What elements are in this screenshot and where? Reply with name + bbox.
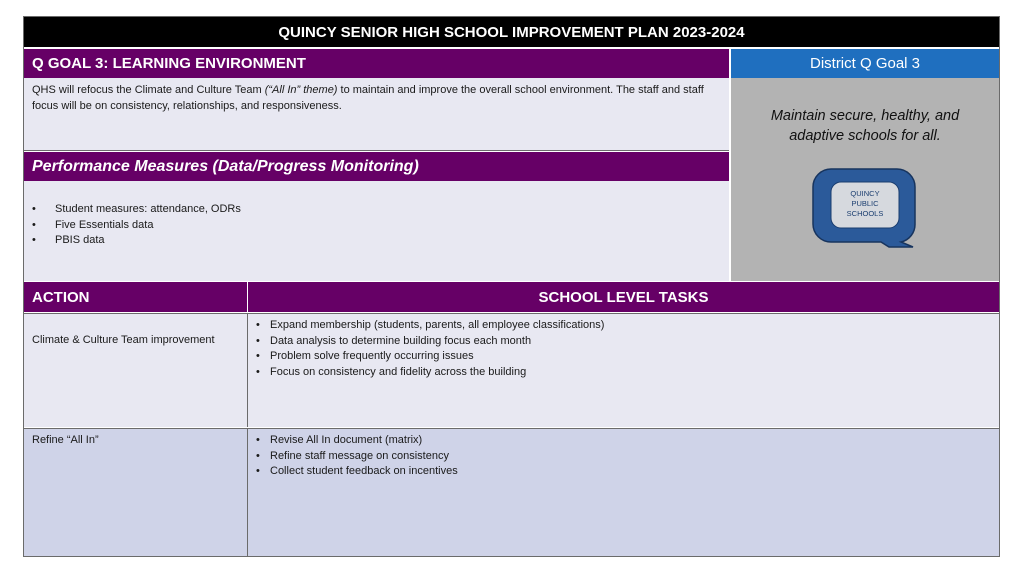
quincy-public-schools-logo (811, 166, 921, 250)
tasks-cell (249, 314, 999, 427)
goal-description-text-end: to maintain and improve the overall school environment. The staff and staff focus will be on consistency, relationships, and responsiveness. (32, 84, 704, 112)
tasks-cell (249, 429, 999, 556)
measure-item: • Student measures: attendance, ODRs (24, 202, 729, 218)
goal-description-theme: (“All In” theme) (264, 84, 338, 96)
district-goal-heading: District Q Goal 3 (731, 49, 999, 78)
goal-description-text: QHS will refocus the Climate and Culture Team (32, 84, 265, 96)
task-item: • Problem solve frequently occurring issues (249, 349, 999, 365)
measure-item: • Five Essentials data (24, 218, 729, 234)
goal-description (24, 78, 729, 151)
task-item: • Collect student feedback on incentives (249, 464, 999, 480)
district-tagline (731, 106, 999, 146)
page-title: QUINCY SENIOR HIGH SCHOOL IMPROVEMENT PLAN 2023-2024 (24, 17, 999, 47)
table-row (24, 313, 999, 427)
measure-item: • PBIS data (24, 233, 729, 249)
goal-heading: Q GOAL 3: LEARNING ENVIRONMENT (24, 49, 729, 78)
task-item: • Expand membership (students, parents, all employee classifications) (249, 318, 999, 334)
performance-measures-heading: Performance Measures (Data/Progress Monitoring) (24, 152, 729, 181)
table-row (24, 428, 999, 556)
district-panel (731, 78, 999, 281)
task-item: • Refine staff message on consistency (249, 449, 999, 465)
logo-text-2: PUBLIC (851, 199, 879, 208)
action-cell: Refine “All In” (24, 429, 248, 556)
logo-text-3: SCHOOLS (846, 209, 884, 218)
action-cell: Climate & Culture Team improvement (24, 314, 248, 427)
tagline-line-1: Maintain secure, healthy, and (770, 108, 960, 124)
tagline-line-2: adaptive schools for all. (789, 128, 941, 144)
task-item: • Revise All In document (matrix) (249, 433, 999, 449)
performance-measures-list (24, 181, 729, 281)
task-item: • Focus on consistency and fidelity across the building (249, 365, 999, 381)
task-item: • Data analysis to determine building focus each month (249, 334, 999, 350)
logo-text-1: QUINCY (850, 189, 880, 198)
action-column-header: ACTION (24, 282, 247, 312)
tasks-column-header: SCHOOL LEVEL TASKS (248, 282, 999, 312)
